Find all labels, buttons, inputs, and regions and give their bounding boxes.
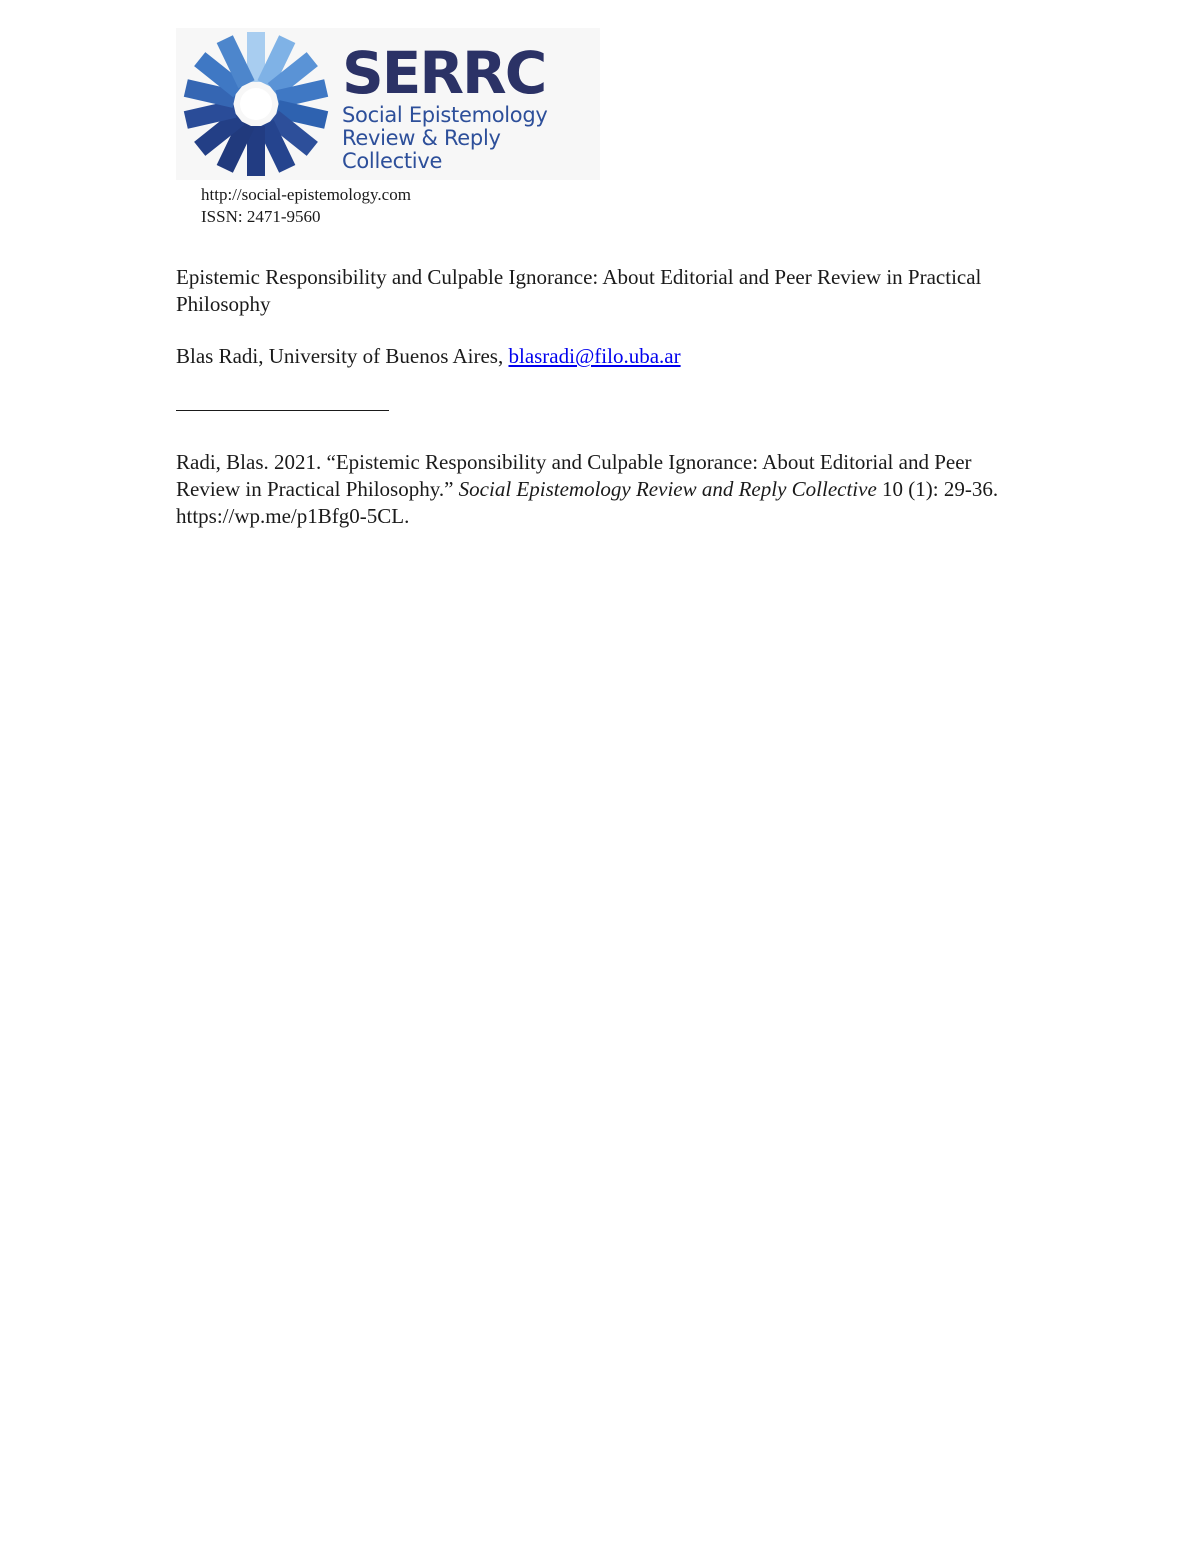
author-email-link[interactable]: blasradi@filo.uba.ar [508,344,681,368]
author-affiliation: Blas Radi, University of Buenos Aires, [176,344,504,368]
logo-wordmark [342,39,600,173]
issn: ISSN: 2471-9560 [201,207,321,226]
citation-journal: Social Epistemology Review and Reply Collective [458,477,877,501]
logo-line-1: Social Epistemology [342,103,548,127]
citation-prefix: Radi, Blas. 2021. “Epistemic Responsibility and Culpable Ignorance: About Editorial and Peer Review in Practical Philosophy.” [176,450,972,501]
journal-url: http://social-epistemology.com [201,185,411,204]
citation [176,449,1016,530]
byline [176,343,681,370]
footnote-divider [176,410,389,411]
logo-abbreviation: SERRC [342,39,546,107]
article-title: Epistemic Responsibility and Culpable Ignorance: About Editorial and Peer Review in Practical Philosophy [176,265,982,316]
starburst-icon [176,28,336,180]
serrc-logo [176,28,600,180]
citation-suffix: 10 (1): 29-36. https://wp.me/p1Bfg0-5CL. [176,477,999,528]
masthead-meta [201,184,411,228]
logo-line-2: Review & Reply Collective [342,126,501,173]
